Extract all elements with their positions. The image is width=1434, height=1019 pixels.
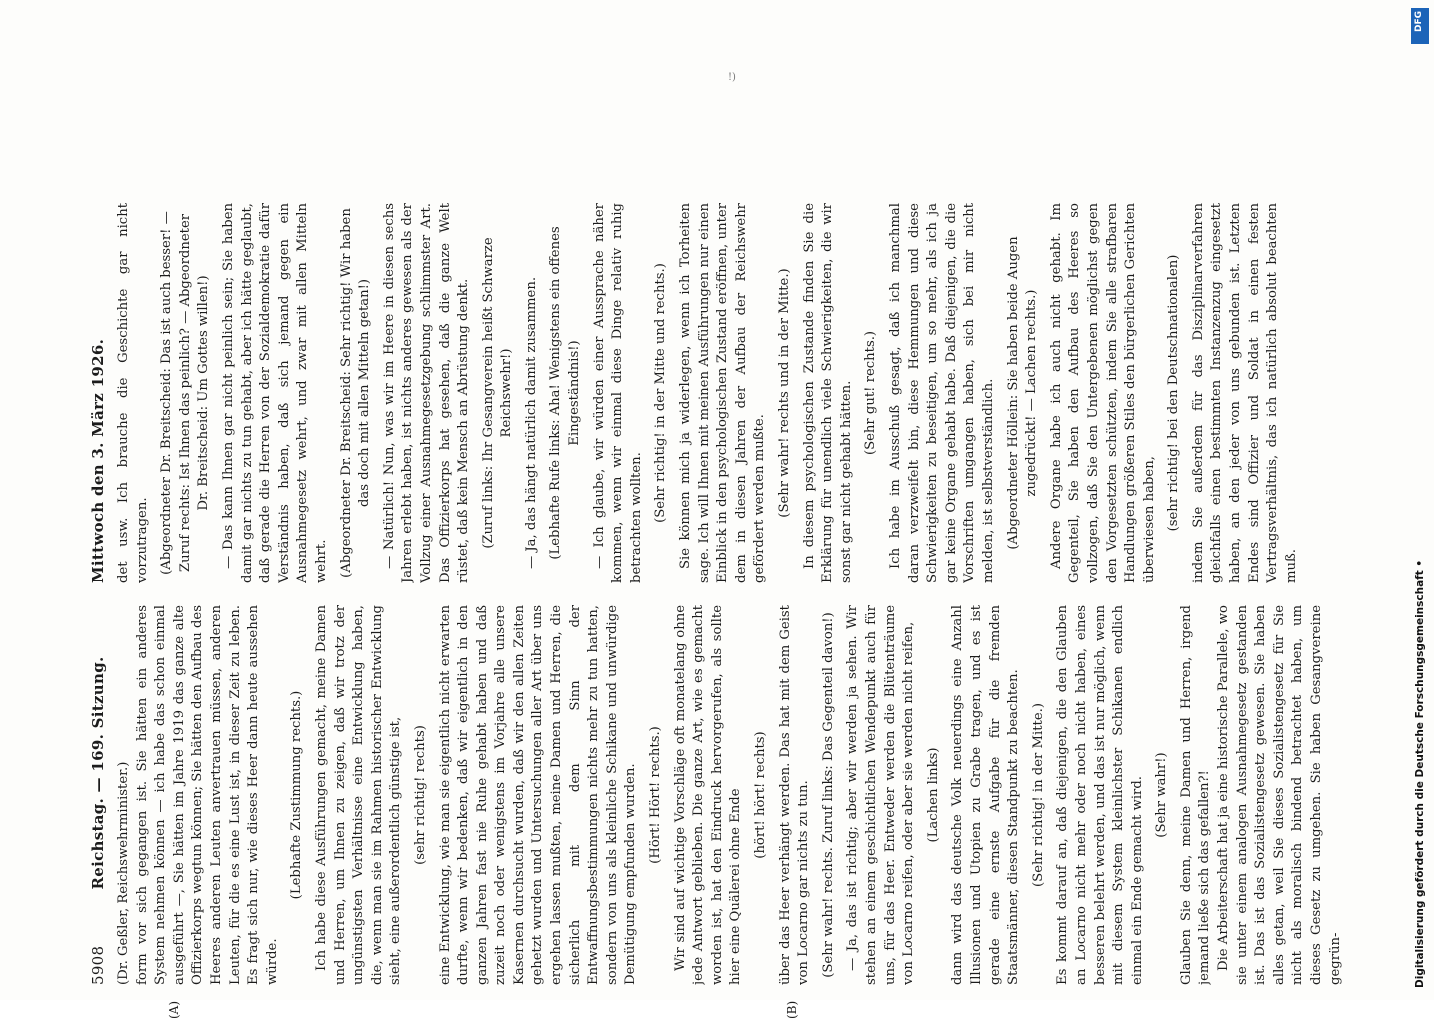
paragraph: — Ja, das hängt natürlich damit zusammen. <box>523 276 539 569</box>
paragraph: In diesem psychologischen Zustande finden Sie die Erklärung für unendlich viele Schwierigkeiten, die wir sonst gar nicht gehabt hätten. <box>801 203 854 583</box>
column-1 <box>115 605 1415 985</box>
interjection: (Sehr wahr! rechts. Zuruf links: Das Gegenteil davon!) <box>820 612 836 978</box>
interjection: (Sehr richtig! in der Mitte.) <box>1030 703 1046 887</box>
paragraph: Die Arbeiterschaft hat ja eine historische Parallele, wo sie unter einem analogen Ausnahmegesetz gestanden ist. Das ist das Sozialistengesetz gewesen. Sie haben alles getan, weil Sie dieses Sozialistengesetz für Sie nicht als moralisch bindend betrachtet haben, um dieses Gesetz zu umgehen. Sie haben Gesangvereine gegrün- <box>1216 605 1343 985</box>
paragraph: (Dr. Geßler, Reichswehrminister.) <box>116 761 131 985</box>
interjection: (Hört! Hört! rechts.) <box>648 726 664 864</box>
paragraph: Glauben Sie denn, meine Damen und Herren, irgend jemand ließe sich das gefallen?! <box>1178 605 1213 985</box>
margin-marker-b: (B) <box>785 1000 799 1019</box>
paragraph: form vor sich gegangen ist. Sie hätten ein anderes System nehmen können — ich habe das schon einmal ausgeführt —, Sie hätten im Jahre 1919 das ganze alte Offizierkorps wegtun können; Sie hätten den Aufbau des Heeres anderen Leuten anvertrauen müssen, anderen Leuten, für die es eine Lust ist, in dieser Zeit zu leben. Es fragt sich nur, wie dieses Heer dann heute aussehen würde. <box>134 605 280 985</box>
paragraph: — Das kann Ihnen gar nicht peinlich sein; Sie haben damit gar nichts zu tun gehabt, aber ich hätte geglaubt, daß gerade die Herren von der Sozialdemokratie dafür Verständnis haben, daß sich jemand gegen ein Ausnahmegesetz wehrt, und zwar mit allen Mitteln wehrt. <box>220 203 329 583</box>
paragraph: det usw. Ich brauche die Geschichte gar nicht vorzutragen. <box>116 203 150 583</box>
interjection: (Abgeordneter Höllein: Sie haben beide Augen zugedrückt! — Lachen rechts.) <box>1005 236 1040 550</box>
paragraph: Andere Organe habe ich auch nicht gehabt. Im Gegenteil, Sie haben den Aufbau des Heeres so vollzogen, daß Sie den Untergebenen möglichst gegen den Vorgesetzten schützten, indem Sie alle strafbaren Handlungen größeren Stiles den bürgerlichen Gerichten überwiesen haben, <box>1048 203 1157 583</box>
paragraph: — Ich glaube, wir würden einer Aussprache näher kommen, wenn wir einmal diese Dinge relativ ruhig betrachten wollten. <box>591 203 644 583</box>
page-body <box>85 8 1415 1019</box>
paragraph: indem Sie außerdem für das Disziplinarverfahren gleichfalls einen bestimmten Instanzenzug eingesetzt haben, an den jeder von uns gebunden ist. Letzten Endes sind Offizier und Soldat in einen festen Vertragsverhältnis, das ich natürlich absolut beachten muß. <box>1190 203 1299 583</box>
crease-mark: !) <box>728 72 736 83</box>
dfg-logo-text: DFG <box>1414 11 1424 33</box>
interjection: (Sehr wahr!) <box>1154 752 1170 838</box>
paragraph: über das Heer verhängt werden. Das hat mit dem Geist von Locarno gar nichts zu tun. <box>777 605 812 985</box>
paragraph: — Natürlich! Nun, was wir im Heere in diesen sechs Jahren erlebt haben, ist nichts anderes gewesen als der Vollzug einer Ausnahmegesetzgebung schlimmster Art. Das Offizierkorps hat gesehen, daß die ganze Welt rüstet, daß kein Mensch an Abrüstung denkt. <box>381 203 472 583</box>
rotated-document <box>85 8 1415 1019</box>
paragraph: eine Entwicklung, wie man sie eigentlich nicht erwarten durfte, wenn wir bedenken, daß wir eigentlich in den ganzen Jahren fast nie Ruhe gehabt haben und daß zuzeit noch oder wenigstens im Vorjahre alle unsere Kasernen durchsucht wurden, daß wir den allen Zeiten gehetzt wurden und Untersuchungen aller Art über uns ergehen lassen mußten, meine Damen und Herren, die sicherlich mit dem Sinn der Entwaffnungsbestimmungen nichts mehr zu tun hatten, sondern von uns als kleinliche Schikane und unwürdige Demütigung empfunden wurden. <box>437 605 639 985</box>
paragraph: Ich habe im Ausschuß gesagt, daß ich manchmal daran verzweifelt bin, diese Hemmungen und diese Schwierigkeiten zu beseitigen, um so mehr, als ich ja gar keine Organe gehabt habe. Daß diejenigen, die die Vorschriften umgangen haben, sich bei mir nicht melden, ist selbstverständlich. <box>887 203 996 583</box>
paragraph: Sie können mich ja widerlegen, wenn ich Torheiten sage. Ich will Ihnen mit meinen Ausführungen nur einen Einblick in den psychologischen Zustand eröffnen, unter dem in diesen Jahren der Aufbau der Reichswehr gefördert werden mußte. <box>678 203 768 583</box>
interjection: (sehr richtig! bei den Deutschnationalen) <box>1166 254 1182 532</box>
interjection: (Sehr richtig! in der Mitte und rechts.) <box>653 263 669 523</box>
column-2 <box>115 203 1415 583</box>
paragraph: Wir sind auf wichtige Vorschläge oft monatelang ohne jede Antwort geblieben. Die ganze Art, wie es gemacht worden ist, hat den Eindruck hervorgerufen, als sollte hier eine Quälerei ohne Ende <box>672 605 744 985</box>
interjection: (Lebhafte Zustimmung rechts.) <box>289 690 305 900</box>
page-number: 5908 <box>89 945 107 985</box>
paragraph: dann wird das deutsche Volk neuerdings eine Anzahl Illusionen und Utopien zu Grabe tragen, und es ist gerade eine ernste Aufgabe für die fremden Staatsmänner, diesen Standpunkt zu beachten. <box>950 605 1022 985</box>
interjection: (Lachen links) <box>925 747 941 843</box>
interjection: (Sehr wahr! rechts und in der Mitte.) <box>777 268 792 518</box>
date-heading: Mittwoch den 3. März 1926. <box>89 338 107 583</box>
interjection: (Zuruf links: Ihr Gesangverein heißt Schwarze Reichswehr!) <box>480 237 515 549</box>
interjection: (Abgeordneter Dr. Breitscheid: Das ist auch besser! — Zuruf rechts: Ist Ihnen das peinlich? — Abgeordneter Dr. Breitscheid: Um Gottes willen!) <box>159 211 212 575</box>
margin-marker-a: (A) <box>167 1000 181 1019</box>
interjection: (hört! hört! rechts) <box>753 731 768 859</box>
stamp-text: Digitalisierung gefördert durch die Deutsche Forschungsgemeinschaft • <box>1414 559 1426 988</box>
interjection: (Lebhafte Rufe links: Aha! Wenigstens ein offenes Eingeständnis!) <box>548 226 583 560</box>
dfg-logo <box>1411 8 1429 44</box>
paragraph: Ich habe diese Ausführungen gemacht, meine Damen und Herren, um Ihnen zu zeigen, daß wir trotz der ungünstigsten Verhältnisse eine Entwicklung haben, die, wenn man sie im Rahmen historischer Entwicklung sieht, eine außerordentlich günstige ist, <box>313 605 404 985</box>
sitting-title: Reichstag. — 169. Sitzung. <box>89 656 107 890</box>
paragraph: — Ja, das ist richtig; aber wir werden ja sehen. Wir stehen an einem geschichtlichen Wendepunkt auch für uns, für das Heer. Entweder werden die Blütenträume von Locarno reifen, oder aber sie werden nicht reifen, <box>845 605 917 985</box>
digitization-stamp <box>1410 8 1430 988</box>
interjection: (Abgeordneter Dr. Breitscheid: Sehr richtig! Wir haben das doch mit allen Mitteln getan!) <box>338 208 373 578</box>
interjection: (sehr richtig! rechts) <box>412 725 428 865</box>
interjection: (Sehr gut! rechts.) <box>863 330 879 456</box>
paragraph: Es kommt darauf an, daß diejenigen, die den Glauben an Locarno nicht mehr oder noch nicht haben, eines besseren belehrt werden, und das ist nur möglich, wenn mit diesem System kleinlichster Schikanen endlich einmal ein Ende gemacht wird. <box>1055 605 1145 985</box>
right-running-head <box>85 8 115 993</box>
